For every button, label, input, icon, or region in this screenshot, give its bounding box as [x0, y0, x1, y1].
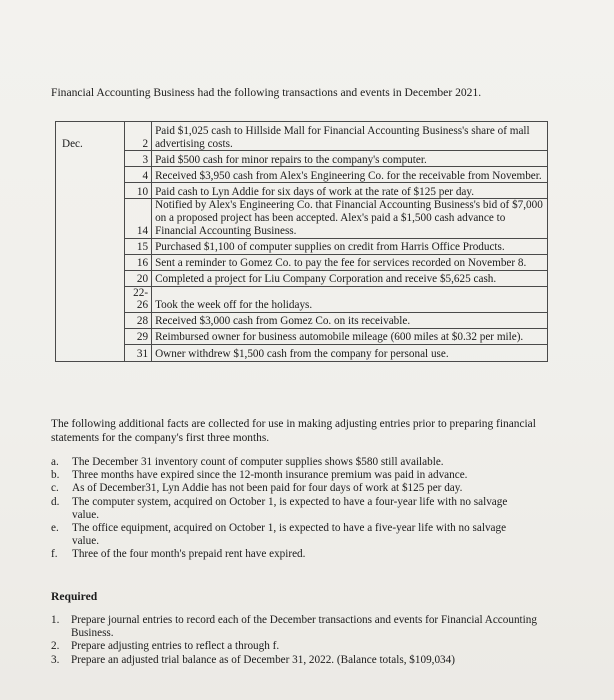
- transaction-row: [56, 313, 548, 329]
- month-cell: [56, 345, 125, 362]
- transaction-row: [56, 167, 548, 183]
- intro-text: Financial Accounting Business had the following transactions and events in December 2021.: [51, 86, 482, 99]
- transaction-row: [56, 183, 548, 199]
- required-heading: Required: [51, 590, 98, 603]
- transaction-day: 16: [125, 254, 152, 270]
- fact-item-text: The computer system, acquired on October 1, is expected to have a four-year life with no salvage value.: [72, 495, 508, 521]
- transaction-description: Received $3,950 cash from Alex's Engineering Co. for the receivable from November.: [152, 167, 548, 183]
- transaction-row: [56, 254, 548, 270]
- month-label: Dec.: [56, 122, 125, 151]
- transaction-day: 20: [125, 270, 152, 286]
- transaction-row: [56, 329, 548, 345]
- transaction-day: 15: [125, 238, 152, 254]
- fact-item-label: a.: [51, 456, 59, 468]
- fact-item-text: Three months have expired since the 12-month insurance premium was paid in advance.: [72, 469, 468, 482]
- month-cell: [56, 151, 125, 167]
- transactions-table: [55, 121, 548, 362]
- transaction-row: [56, 199, 548, 238]
- month-cell: [56, 270, 125, 286]
- fact-item-label: c.: [51, 482, 59, 495]
- fact-item: [51, 482, 531, 495]
- month-cell: [56, 329, 125, 345]
- transaction-day: 29: [125, 329, 152, 345]
- transaction-row: [56, 345, 548, 362]
- requirements-list: [51, 614, 541, 667]
- requirement-item-text: Prepare an adjusted trial balance as of December 31, 2022. (Balance totals, $109,034): [71, 653, 455, 666]
- transaction-day: 4: [125, 167, 152, 183]
- transaction-description: Took the week off for the holidays.: [152, 286, 548, 313]
- fact-item-label: d.: [51, 495, 60, 508]
- transaction-description: Paid cash to Lyn Addie for six days of work at the rate of $125 per day.: [152, 183, 548, 199]
- transaction-description: Notified by Alex's Engineering Co. that Financial Accounting Business's bid of $7,000 on a proposed project has been accepted. Alex's paid a $1,500 cash advance to Financial Accounting Business.: [152, 199, 548, 238]
- fact-item-label: e.: [51, 522, 59, 535]
- requirement-item-text: Prepare adjusting entries to reflect a through f.: [71, 640, 280, 653]
- month-cell: [56, 313, 125, 329]
- transaction-day: 3: [125, 151, 152, 167]
- requirement-item-label: 1.: [51, 614, 60, 626]
- transaction-description: Purchased $1,100 of computer supplies on credit from Harris Office Products.: [152, 238, 548, 254]
- transaction-day: 22-26: [125, 286, 152, 313]
- transaction-day: 28: [125, 313, 152, 329]
- requirement-item-label: 2.: [51, 640, 60, 653]
- fact-item-text: The office equipment, acquired on October 1, is expected to have a five-year life with no salvage value.: [72, 522, 507, 548]
- fact-item: [51, 496, 531, 522]
- transaction-row: [56, 151, 548, 167]
- transaction-day: 31: [125, 345, 152, 362]
- fact-item-label: b.: [51, 469, 60, 482]
- transaction-row: [56, 286, 548, 313]
- month-cell: [56, 199, 125, 238]
- transaction-description: Received $3,000 cash from Gomez Co. on its receivable.: [152, 313, 548, 329]
- transaction-description: Sent a reminder to Gomez Co. to pay the fee for services recorded on November 8.: [152, 254, 548, 270]
- transaction-row: [56, 122, 548, 151]
- transaction-description: Paid $500 cash for minor repairs to the company's computer.: [152, 151, 548, 167]
- transaction-day: 14: [125, 199, 152, 238]
- fact-item-text: The December 31 inventory count of computer supplies shows $580 still available.: [72, 456, 444, 468]
- transaction-row: [56, 238, 548, 254]
- transaction-description: Reimbursed owner for business automobile mileage (600 miles at $0.32 per mile).: [152, 329, 548, 345]
- fact-item: [51, 469, 531, 482]
- additional-facts-text: The following additional facts are collected for use in making adjusting entries prior to preparing financial statements for the company's first three months.: [51, 418, 536, 444]
- month-cell: [56, 286, 125, 313]
- requirement-item-text: Prepare journal entries to record each of the December transactions and events for Financial Accounting Business.: [71, 614, 537, 640]
- transaction-day: 10: [125, 183, 152, 199]
- transaction-description: Completed a project for Liu Company Corporation and receive $5,625 cash.: [152, 270, 548, 286]
- month-cell: [56, 167, 125, 183]
- requirement-item: [51, 640, 541, 653]
- adjusting-facts-list: [51, 456, 531, 562]
- transaction-description: Paid $1,025 cash to Hillside Mall for Financial Accounting Business's share of mall advertising costs.: [152, 122, 548, 151]
- requirement-item: [51, 614, 541, 640]
- month-cell: [56, 238, 125, 254]
- requirement-item-label: 3.: [51, 653, 60, 666]
- requirement-item: [51, 654, 541, 667]
- fact-item-text: As of December31, Lyn Addie has not been paid for four days of work at $125 per day.: [72, 482, 463, 495]
- fact-item: [51, 456, 531, 469]
- transaction-day: 2: [125, 122, 152, 151]
- fact-item-label: f.: [51, 548, 58, 561]
- transaction-row: [56, 270, 548, 286]
- fact-item: [51, 548, 531, 561]
- fact-item: [51, 522, 531, 548]
- month-cell: [56, 183, 125, 199]
- transaction-description: Owner withdrew $1,500 cash from the company for personal use.: [152, 345, 548, 362]
- fact-item-text: Three of the four month's prepaid rent have expired.: [72, 548, 306, 561]
- month-cell: [56, 254, 125, 270]
